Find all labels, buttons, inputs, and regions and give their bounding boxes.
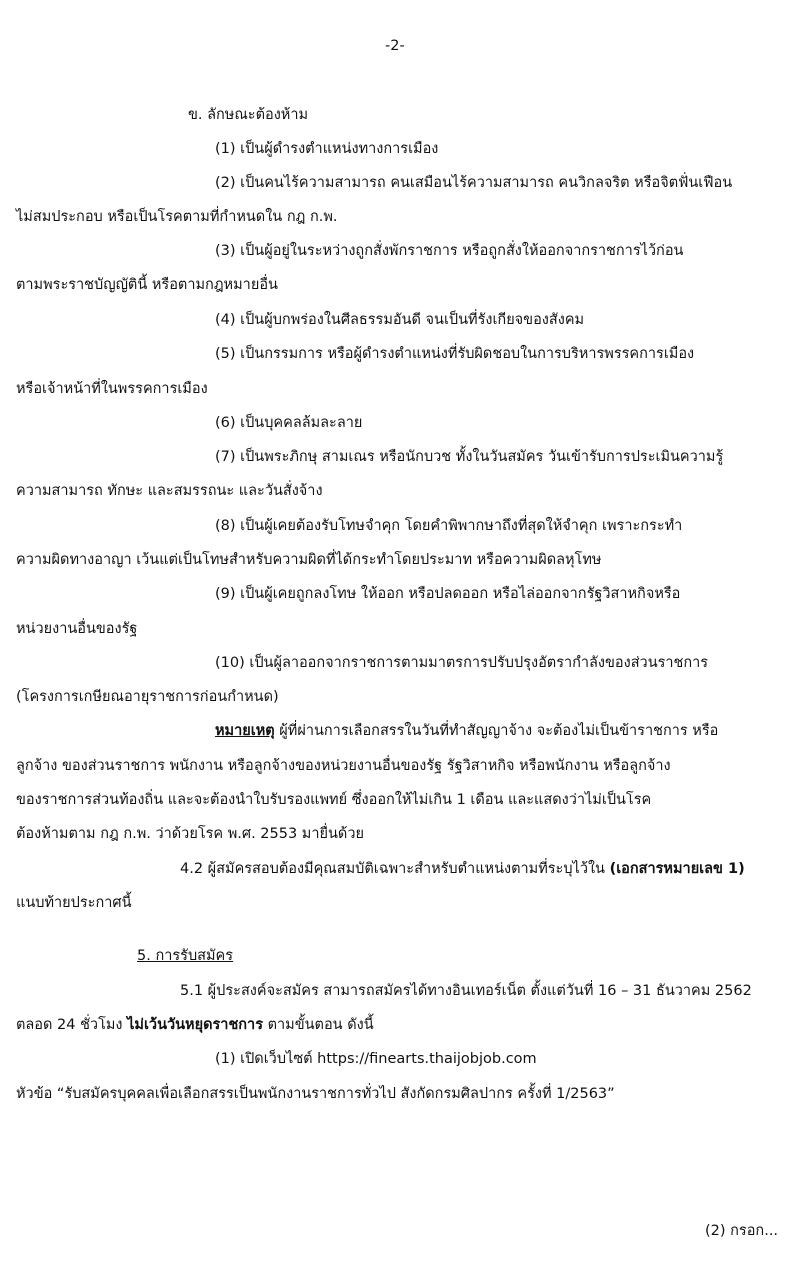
continuation-note: (2) กรอก... [705, 1223, 779, 1239]
section-heading-prohibitions: ข. ลักษณะต้องห้าม [188, 107, 309, 123]
topic-line: หัวข้อ “รับสมัครบุคคลเพื่อเลือกสรรเป็นพนักงานราชการทั่วไป สังกัดกรมศิลปากร ครั้งที่ 1/2563” [16, 1086, 615, 1102]
list-item: (6) เป็นบุคคลล้มละลาย [215, 415, 363, 431]
list-item: (9) เป็นผู้เคยถูกลงโทษ ให้ออก หรือปลดออก หรือไล่ออกจากรัฐวิสาหกิจหรือ [215, 586, 681, 602]
list-item: (4) เป็นผู้บกพร่องในศีลธรรมอันดี จนเป็นที่รังเกียจของสังคม [215, 312, 585, 328]
step-item: (1) เปิดเว็บไซต์ https://finearts.thaijobjob.com [215, 1051, 537, 1067]
paragraph-text: ตามขั้นตอน ดังนี้ [263, 1017, 374, 1033]
list-item-continuation: ตามพระราชบัญญัตินี้ หรือตามกฎหมายอื่น [16, 277, 278, 293]
list-item: (2) เป็นคนไร้ความสามารถ คนเสมือนไร้ความสามารถ คนวิกลจริต หรือจิตฟั่นเฟือน [215, 175, 733, 191]
paragraph-line [16, 1014, 374, 1036]
note-text: ผู้ที่ผ่านการเลือกสรรในวันที่ทำสัญญาจ้าง จะต้องไม่เป็นข้าราชการ หรือ [274, 723, 719, 739]
paragraph-line: 5.1 ผู้ประสงค์จะสมัคร สามารถสมัครได้ทางอินเทอร์เน็ต ตั้งแต่วันที่ 16 – 31 ธันวาคม 2562 [180, 983, 752, 999]
list-item-continuation: หน่วยงานอื่นของรัฐ [16, 621, 138, 637]
note-line: ต้องห้ามตาม กฎ ก.พ. ว่าด้วยโรค พ.ศ. 2553 มายื่นด้วย [16, 826, 364, 842]
list-item: (8) เป็นผู้เคยต้องรับโทษจำคุก โดยคำพิพากษาถึงที่สุดให้จำคุก เพราะกระทำ [215, 518, 683, 534]
list-item-continuation: ไม่สมประกอบ หรือเป็นโรคตามที่กำหนดใน กฎ ก.พ. [16, 209, 338, 225]
list-item: (3) เป็นผู้อยู่ในระหว่างถูกสั่งพักราชการ หรือถูกสั่งให้ออกจากราชการไว้ก่อน [215, 243, 684, 259]
list-item-continuation: ความผิดทางอาญา เว้นแต่เป็นโทษสำหรับความผิดที่ได้กระทำโดยประมาท หรือความผิดลหุโทษ [16, 552, 602, 568]
paragraph-bold-text: ไม่เว้นวันหยุดราชการ [127, 1017, 263, 1033]
section-heading-application: 5. การรับสมัคร [137, 948, 234, 964]
page-number: -2- [385, 38, 405, 54]
list-item: (7) เป็นพระภิกษุ สามเณร หรือนักบวช ทั้งในวันสมัคร วันเข้ารับการประเมินความรู้ [215, 449, 724, 465]
note-line: ลูกจ้าง ของส่วนราชการ พนักงาน หรือลูกจ้างของหน่วยงานอื่นของรัฐ รัฐวิสาหกิจ หรือพนักงาน หรือลูกจ้าง [16, 758, 671, 774]
paragraph-text: ตลอด 24 ชั่วโมง [16, 1017, 128, 1033]
list-item-continuation: ความสามารถ ทักษะ และสมรรถนะ และวันสั่งจ้าง [16, 483, 323, 499]
list-item: (1) เป็นผู้ดำรงตำแหน่งทางการเมือง [215, 141, 439, 157]
item-4-2-text: 4.2 ผู้สมัครสอบต้องมีคุณสมบัติเฉพาะสำหรับตำแหน่งตามที่ระบุไว้ใน [180, 861, 610, 877]
note-label: หมายเหตุ [215, 723, 275, 739]
list-item-continuation: (โครงการเกษียณอายุราชการก่อนกำหนด) [16, 689, 279, 705]
list-item: (5) เป็นกรรมการ หรือผู้ดำรงตำแหน่งที่รับผิดชอบในการบริหารพรรคการเมือง [215, 346, 695, 362]
list-item-continuation: หรือเจ้าหน้าที่ในพรรคการเมือง [16, 381, 208, 397]
list-item: (10) เป็นผู้ลาออกจากราชการตามมาตรการปรับปรุงอัตรากำลังของส่วนราชการ [215, 655, 709, 671]
item-4-2 [180, 858, 745, 880]
note-line: ของราชการส่วนท้องถิ่น และจะต้องนำใบรับรองแพทย์ ซึ่งออกให้ไม่เกิน 1 เดือน และแสดงว่าไม่เป็นโรค [16, 792, 652, 808]
note-line [215, 720, 718, 742]
item-4-2-continuation: แนบท้ายประกาศนี้ [16, 895, 132, 911]
item-4-2-reference: (เอกสารหมายเลข 1) [609, 861, 745, 877]
